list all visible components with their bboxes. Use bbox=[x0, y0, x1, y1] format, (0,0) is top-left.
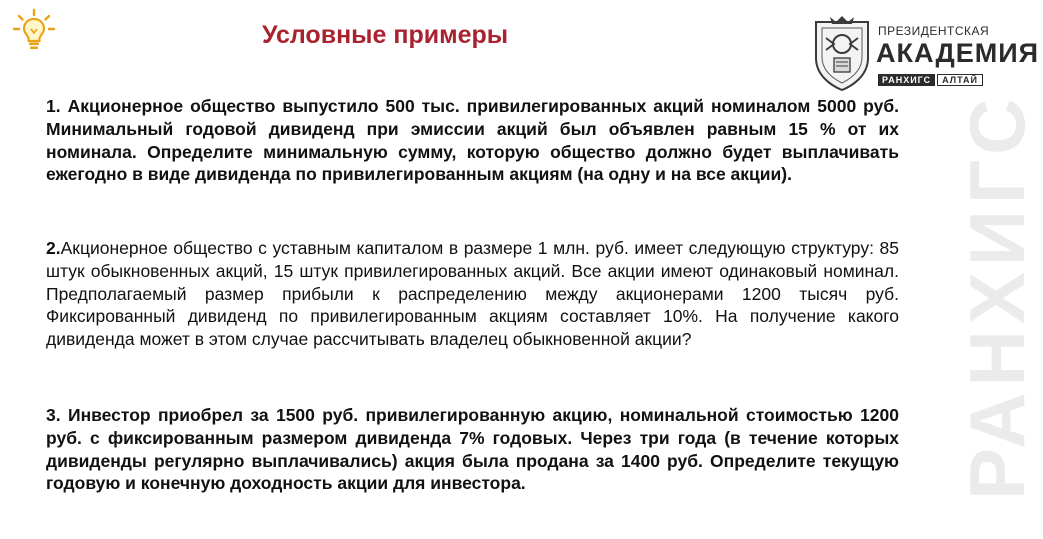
problem-1-number: 1. bbox=[46, 96, 61, 116]
coat-of-arms-icon bbox=[812, 14, 872, 92]
problem-3-number: 3. bbox=[46, 405, 61, 425]
problem-3-text: Инвестор приобрел за 1500 руб. привилегированную акцию, номинальной стоимостью 1200 руб. с фиксированным размером дивиденда 7% годовых. Через три года (в течение которых дивиденды регулярно выплачивались) акция была продана за 1400 руб. Определите текущую годовую и конечную доходность акции для инвестора. bbox=[46, 405, 899, 494]
logo-line-presidential: ПРЕЗИДЕНТСКАЯ bbox=[878, 24, 990, 38]
problem-1 bbox=[46, 95, 899, 186]
problem-2-text: Акционерное общество с уставным капиталом в размере 1 млн. руб. имеет следующую структуру: 85 штук обыкновенных акций, 15 штук привилегированных акций. Все акции имеют одинаковый номинал. Предполагаемый размер прибыли к распределению между акционерами 1200 тысяч руб. Фиксированный дивиденд по привилегированным акциям составляет 10%. На получение какого дивиденда может в этом случае рассчитывать владелец обыкновенной акции? bbox=[46, 238, 899, 350]
lightbulb-icon bbox=[12, 8, 56, 52]
problem-1-text: Акционерное общество выпустило 500 тыс. привилегированных акций номиналом 5000 руб. Минимальный годовой дивиденд при эмиссии акций был объявлен равным 15 % от их номинала. Определите минимальную сумму, которую общество должно будет выплачивать ежегодно в виде дивиденда по привилегированным акциям (на одну и на все акции). bbox=[46, 96, 899, 185]
logo-line-academy: АКАДЕМИЯ bbox=[876, 38, 1040, 68]
logo-subtitle bbox=[878, 73, 983, 87]
problem-3 bbox=[46, 404, 899, 495]
page-title: Условные примеры bbox=[262, 21, 509, 49]
watermark-text: РАНХИГС bbox=[953, 92, 1041, 500]
problem-2 bbox=[46, 237, 899, 351]
logo-subtitle-ranepa: РАНХИГС bbox=[878, 74, 935, 86]
logo-subtitle-altai: АЛТАЙ bbox=[937, 74, 983, 86]
problem-2-number: 2. bbox=[46, 238, 61, 258]
academy-logo bbox=[812, 14, 1040, 92]
